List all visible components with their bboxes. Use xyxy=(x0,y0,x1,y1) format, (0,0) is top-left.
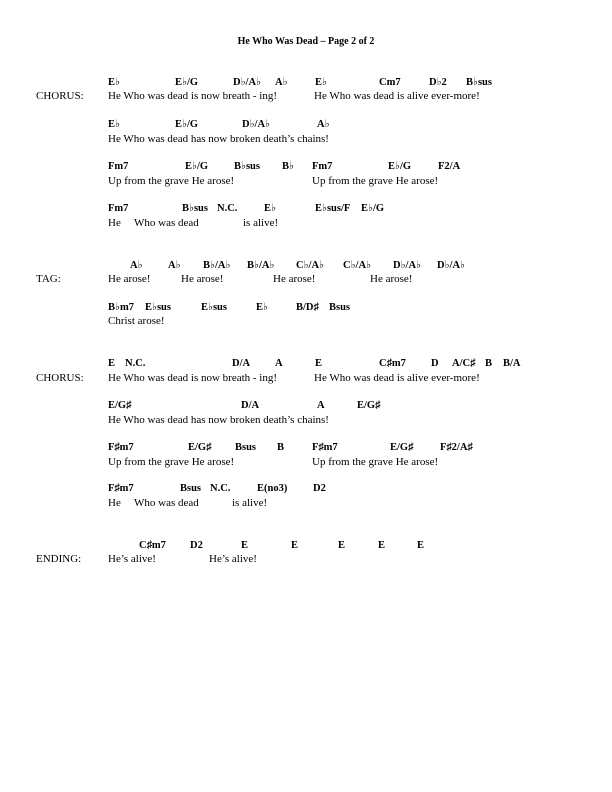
chord-symbol: B♭/A♭ xyxy=(247,260,275,271)
section-label: ENDING: xyxy=(36,553,82,565)
chord-symbol: E♭/G xyxy=(361,203,385,214)
chord-symbol: A♭ xyxy=(275,77,288,88)
chord-symbol: E xyxy=(378,540,386,551)
chord-symbol: B♭m7 xyxy=(108,302,134,313)
chord-symbol: F♯m7 xyxy=(108,483,134,494)
lyric-text: Christ arose! xyxy=(108,315,165,327)
chord-symbol: B xyxy=(485,358,493,369)
chord-symbol: B xyxy=(277,442,285,453)
chord-symbol: B/D♯ xyxy=(296,302,319,313)
chord-symbol: D♭/A♭ xyxy=(233,77,261,88)
lyric-text: He arose! xyxy=(181,273,224,285)
chord-symbol: B♭ xyxy=(282,161,294,172)
chord-symbol: D xyxy=(431,358,439,369)
chord-symbol: Fm7 xyxy=(108,203,129,214)
lyric-text: Who was dead xyxy=(134,497,199,509)
lyric-text: He’s alive! xyxy=(209,553,257,565)
lyric-text: Who was dead xyxy=(134,217,199,229)
chord-symbol: B♭sus xyxy=(234,161,260,172)
chord-symbol: D♭/A♭ xyxy=(437,260,465,271)
chord-symbol: E xyxy=(338,540,346,551)
chord-symbol: E/G♯ xyxy=(108,400,132,411)
chord-symbol: E♭ xyxy=(108,77,120,88)
section-label: CHORUS: xyxy=(36,90,84,102)
lyric-text: He arose! xyxy=(108,273,151,285)
chord-symbol: E♭/G xyxy=(388,161,412,172)
chord-symbol: B/A xyxy=(503,358,521,369)
lyric-text: He Who was dead is alive ever-more! xyxy=(314,372,480,384)
lyric-text: He Who was dead has now broken death’s chains! xyxy=(108,414,329,426)
lyric-text: is alive! xyxy=(232,497,268,509)
lyric-text: He Who was dead is now breath - ing! xyxy=(108,372,278,384)
chord-symbol: N.C. xyxy=(217,203,238,214)
chord-symbol: C♯m7 xyxy=(379,358,406,369)
lyric-text: He Who was dead has now broken death’s chains! xyxy=(108,133,329,145)
chord-symbol: Fm7 xyxy=(312,161,333,172)
chord-symbol: E xyxy=(315,358,323,369)
chord-symbol: D♭2 xyxy=(429,77,447,88)
lyric-text: He xyxy=(108,497,121,509)
chord-symbol: A♭ xyxy=(130,260,143,271)
chord-symbol: B♭sus xyxy=(182,203,208,214)
chord-symbol: E xyxy=(108,358,116,369)
chord-symbol: Bsus xyxy=(180,483,202,494)
chord-symbol: E♭/G xyxy=(175,77,199,88)
section-label: TAG: xyxy=(36,273,61,285)
chord-symbol: B♭sus xyxy=(466,77,492,88)
chord-symbol: E/G♯ xyxy=(188,442,212,453)
page-title: He Who Was Dead – Page 2 of 2 xyxy=(237,36,375,47)
chord-symbol: C♯m7 xyxy=(139,540,166,551)
lyric-text: Up from the grave He arose! xyxy=(312,175,439,187)
chord-symbol: A♭ xyxy=(317,119,330,130)
chord-symbol: F♯m7 xyxy=(108,442,134,453)
chord-symbol: D/A xyxy=(232,358,251,369)
chord-symbol: Bsus xyxy=(329,302,351,313)
chord-symbol: E♭ xyxy=(264,203,276,214)
chord-symbol: Bsus xyxy=(235,442,257,453)
chord-symbol: F♯2/A♯ xyxy=(440,442,473,453)
chord-symbol: C♭/A♭ xyxy=(343,260,371,271)
chord-symbol: E♭/G xyxy=(175,119,199,130)
chord-symbol: D2 xyxy=(190,540,203,551)
lyric-text: Up from the grave He arose! xyxy=(108,456,235,468)
chord-symbol: D♭/A♭ xyxy=(393,260,421,271)
chord-symbol: E/G♯ xyxy=(357,400,381,411)
chord-symbol: Fm7 xyxy=(108,161,129,172)
lyric-text: He Who was dead is now breath - ing! xyxy=(108,90,278,102)
chord-symbol: E♭ xyxy=(256,302,268,313)
lyric-text: He arose! xyxy=(370,273,413,285)
chord-symbol: N.C. xyxy=(125,358,146,369)
chord-symbol: E/G♯ xyxy=(390,442,414,453)
lyric-text: He’s alive! xyxy=(108,553,156,565)
lyric-text: He xyxy=(108,217,121,229)
chord-symbol: A xyxy=(317,400,325,411)
chord-symbol: Cm7 xyxy=(379,77,401,88)
lyric-text: Up from the grave He arose! xyxy=(108,175,235,187)
chord-symbol: F♯m7 xyxy=(312,442,338,453)
chord-symbol: E(no3) xyxy=(257,483,288,494)
chord-symbol: E♭sus xyxy=(145,302,171,313)
chord-symbol: A xyxy=(275,358,283,369)
chord-symbol: B♭/A♭ xyxy=(203,260,231,271)
chord-symbol: E♭ xyxy=(315,77,327,88)
chord-symbol: E xyxy=(417,540,425,551)
chord-symbol: N.C. xyxy=(210,483,231,494)
lyric-text: is alive! xyxy=(243,217,279,229)
lyric-text: He arose! xyxy=(273,273,316,285)
chord-symbol: E xyxy=(241,540,249,551)
chord-symbol: E♭sus xyxy=(201,302,227,313)
lyric-text: He Who was dead is alive ever-more! xyxy=(314,90,480,102)
chord-symbol: D/A xyxy=(241,400,260,411)
chord-symbol: F2/A xyxy=(438,161,461,172)
lyric-text: Up from the grave He arose! xyxy=(312,456,439,468)
chord-symbol: D♭/A♭ xyxy=(242,119,270,130)
chord-symbol: E♭/G xyxy=(185,161,209,172)
chord-symbol: E xyxy=(291,540,299,551)
chord-symbol: A♭ xyxy=(168,260,181,271)
chord-symbol: D2 xyxy=(313,483,326,494)
chord-symbol: E♭sus/F xyxy=(315,203,351,214)
chord-symbol: E♭ xyxy=(108,119,120,130)
chord-symbol: A/C♯ xyxy=(452,358,476,369)
chord-symbol: C♭/A♭ xyxy=(296,260,324,271)
section-label: CHORUS: xyxy=(36,372,84,384)
